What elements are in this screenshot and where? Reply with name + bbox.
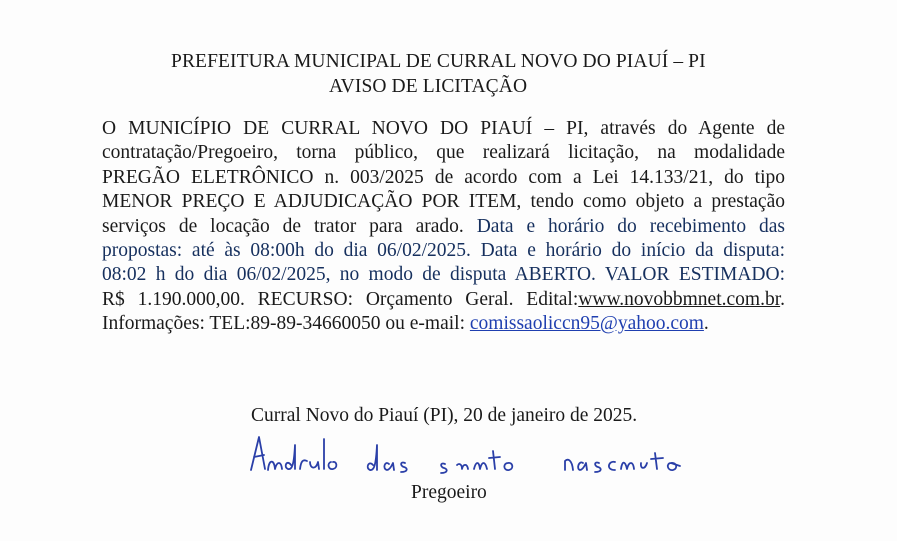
issuer-title: PREFEITURA MUNICIPAL DE CURRAL NOVO DO PIAUÍ – PI xyxy=(171,51,706,72)
notice-line xyxy=(102,288,785,312)
notice-line-part: Informações: TEL:89-89-34660050 ou e-mail: xyxy=(102,313,470,335)
notice-line: O MUNICÍPIO DE CURRAL NOVO DO PIAUÍ – PI, através do Agente de xyxy=(102,118,785,139)
notice-line-part: . xyxy=(780,288,785,310)
notice-line-part: . xyxy=(703,313,709,335)
notice-line-part: Data e horário do recebimento das xyxy=(476,215,785,237)
notice-line: propostas: até às 08:00h do dia 06/02/2025. Data e horário do início da disputa: xyxy=(102,239,785,261)
notice-line xyxy=(102,215,785,239)
notice-line: 08:02 h do dia 06/02/2025, no modo de disputa ABERTO. VALOR ESTIMADO: xyxy=(102,264,785,286)
notice-line: contratação/Pregoeiro, torna público, que realizará licitação, na modalidade xyxy=(102,142,785,164)
notice-body xyxy=(102,117,785,337)
notice-line xyxy=(102,312,785,336)
handwritten-signature xyxy=(243,425,713,485)
notice-line-part: R$ 1.190.000,00. RECURSO: Orçamento Geral. Edital: xyxy=(102,288,579,310)
signer-role: Pregoeiro xyxy=(411,482,487,503)
notice-line: PREGÃO ELETRÔNICO n. 003/2025 de acordo com a Lei 14.133/21, do tipo xyxy=(102,166,785,188)
notice-line-part: serviços de locação de trator para arado. xyxy=(102,215,464,237)
notice-title: AVISO DE LICITAÇÃO xyxy=(329,76,528,97)
email-link[interactable]: comissaoliccn95@yahoo.com xyxy=(469,313,704,335)
place-and-date: Curral Novo do Piauí (PI), 20 de janeiro de 2025. xyxy=(251,405,638,426)
notice-line: MENOR PREÇO E ADJUDICAÇÃO POR ITEM, tendo como objeto a prestação xyxy=(102,191,785,213)
edital-link[interactable]: www.novobbmnet.com.br xyxy=(578,288,781,310)
